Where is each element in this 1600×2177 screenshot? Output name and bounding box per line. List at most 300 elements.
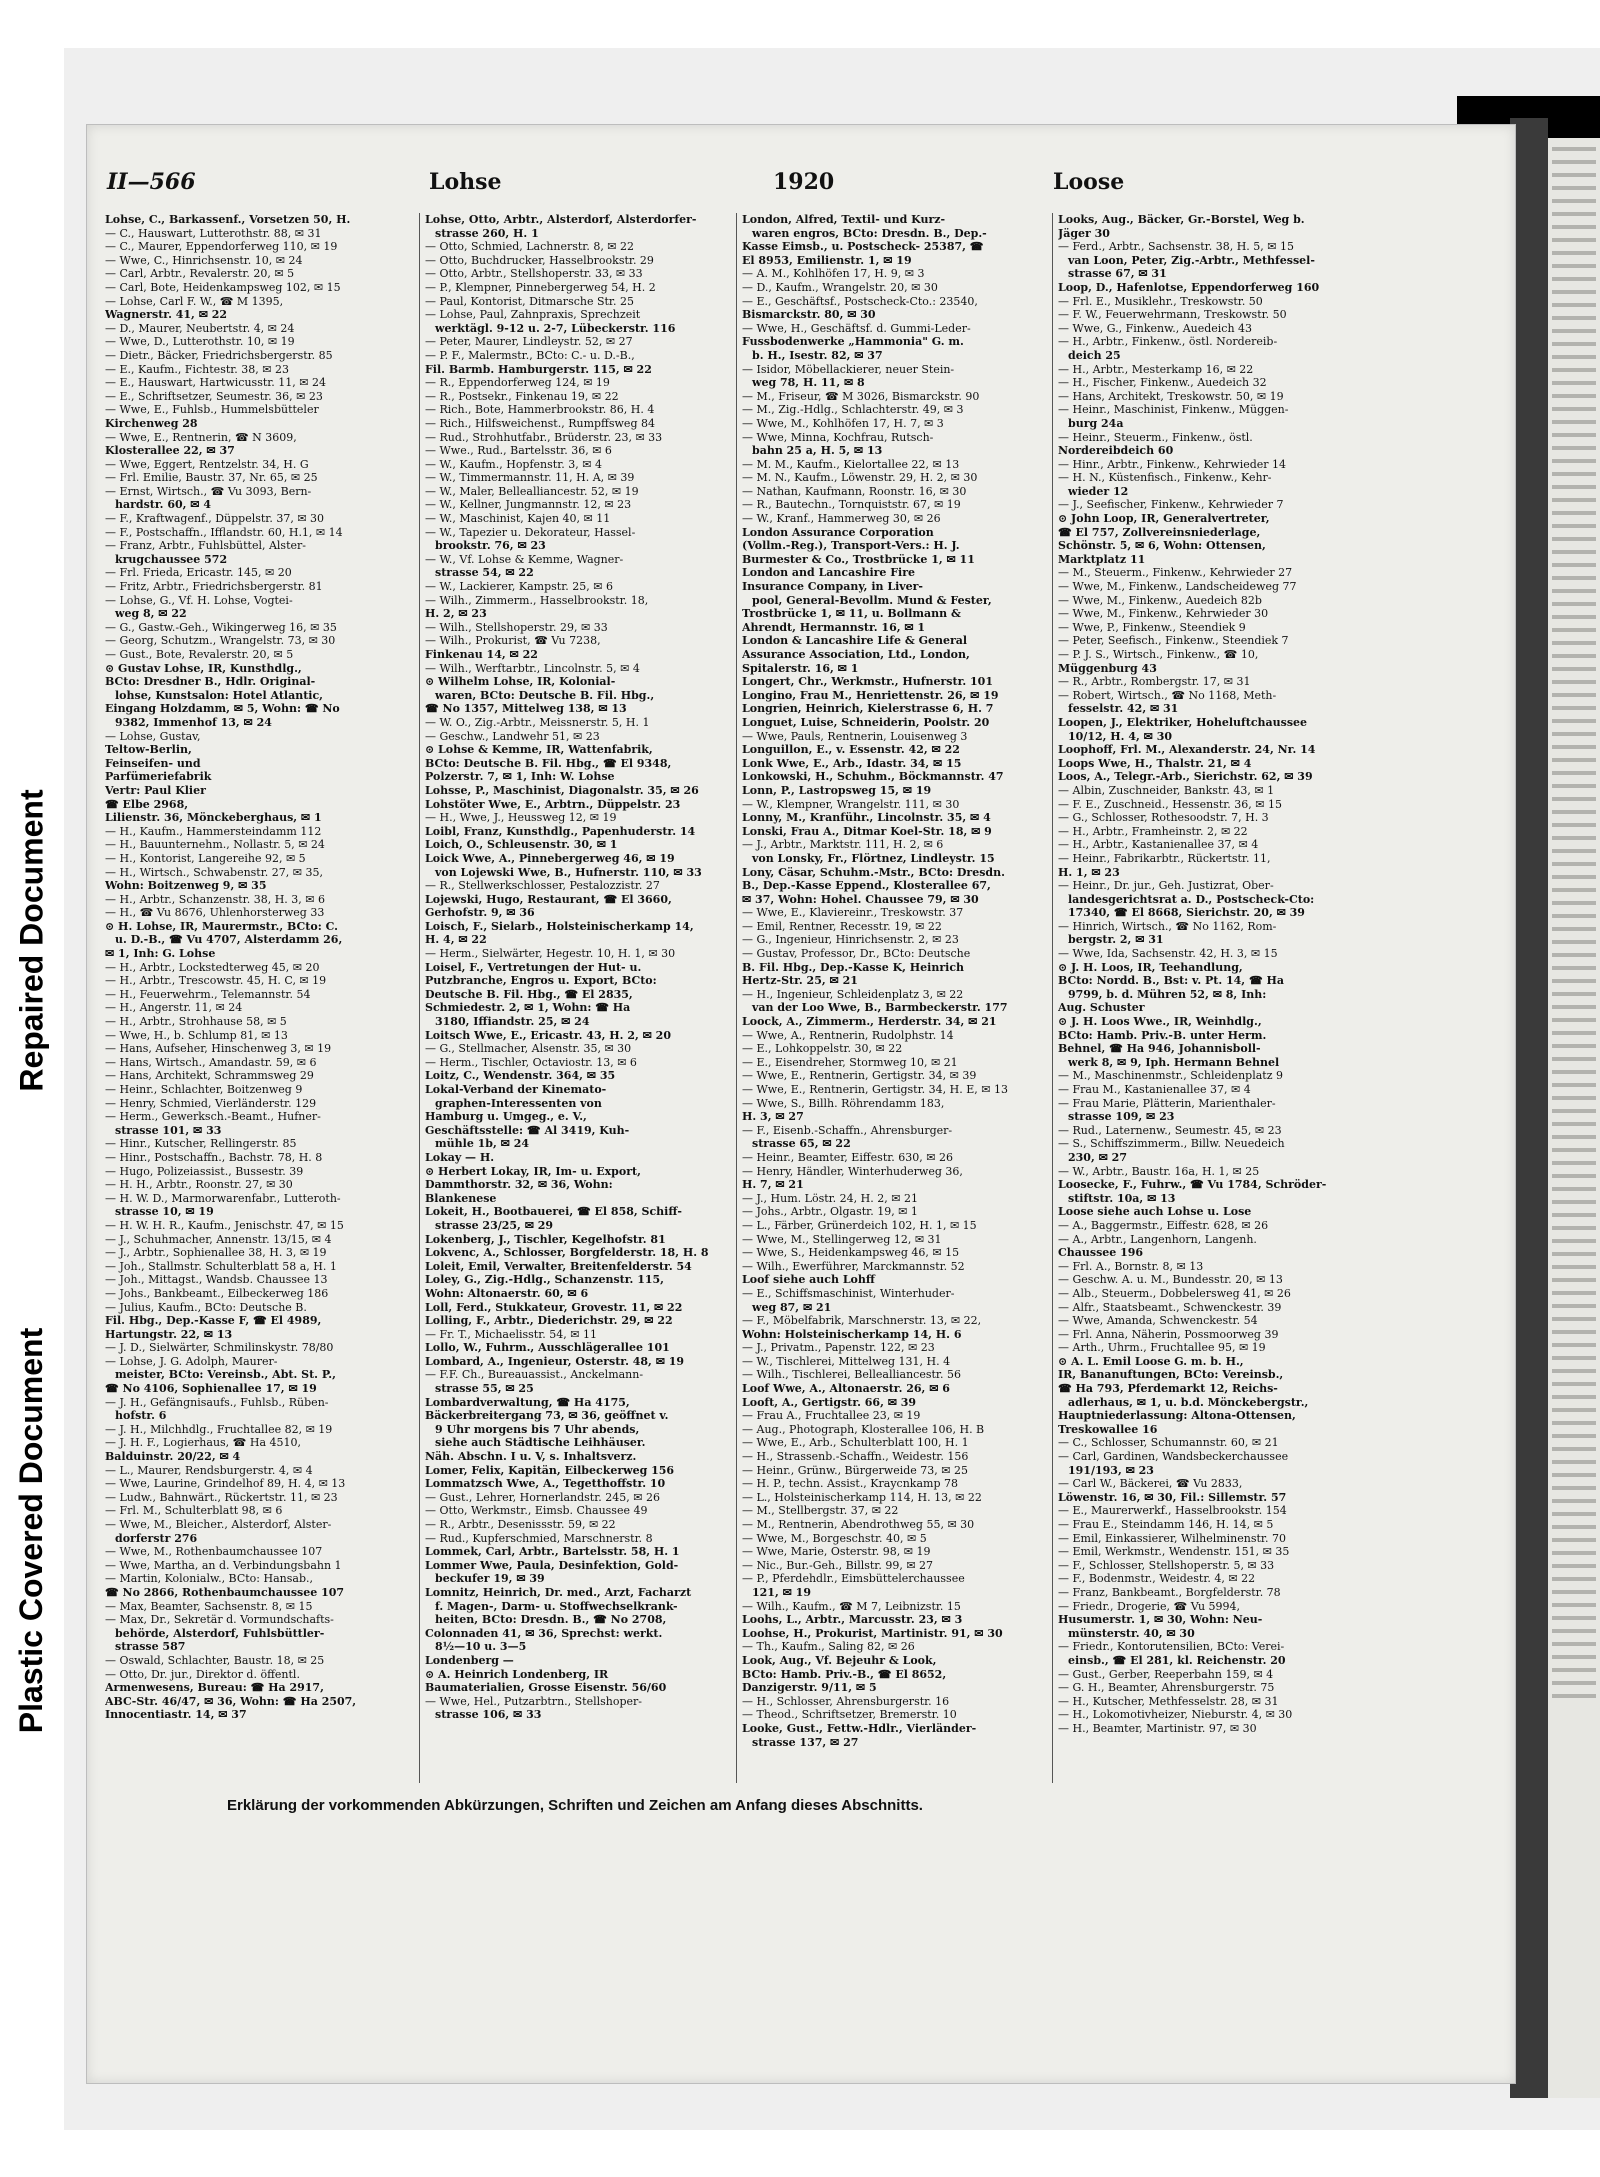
fragment-text-line (1552, 1161, 1596, 1165)
fragment-text-line (1552, 667, 1596, 671)
directory-entry: Putzbranche, Engros u. Export, BCto: (425, 974, 657, 988)
directory-entry: — Wwe, Pauls, Rentnerin, Louisenweg 3 (742, 729, 968, 743)
directory-entry: — Herm., Sielwärter, Hegestr. 10, H. 1, ✉ 30 (425, 947, 676, 961)
directory-entry: — Gust., Gerber, Reeperbahn 159, ✉ 4 (1058, 1667, 1274, 1681)
fragment-text-line (1552, 875, 1596, 879)
fragment-text-line (1552, 1031, 1596, 1035)
directory-entry: — Wwe, Marie, Osterstr. 98, ✉ 19 (742, 1545, 931, 1559)
directory-entry: Innocentiastr. 14, ✉ 37 (105, 1708, 247, 1722)
directory-entry: ⊙ J. H. Loos, IR, Teehandlung, (1058, 960, 1243, 974)
directory-entry: — Th., Kaufm., Saling 82, ✉ 26 (742, 1640, 915, 1654)
directory-entry: — G. H., Beamter, Ahrensburgerstr. 75 (1058, 1681, 1275, 1695)
directory-entry: Klosterallee 22, ✉ 37 (105, 444, 235, 458)
directory-entry: — H., Ingenieur, Schleidenplatz 3, ✉ 22 (742, 987, 964, 1001)
directory-entry: weg 78, H. 11, ✉ 8 (752, 376, 865, 390)
fragment-text-line (1552, 1408, 1596, 1412)
directory-entry: — Frau E., Steindamm 146, H. 14, ✉ 5 (1058, 1518, 1274, 1531)
directory-entry: Danzigerstr. 9/11, ✉ 5 (742, 1681, 877, 1695)
fragment-text-line (1552, 407, 1596, 411)
directory-entry: — Lohse, Gustav, (105, 729, 201, 743)
fragment-text-line (1552, 602, 1596, 606)
column-divider (419, 213, 420, 1783)
directory-entry: Longuet, Luise, Schneiderin, Poolstr. 20 (742, 715, 990, 729)
directory-entry: Loohs, L., Arbtr., Marcusstr. 23, ✉ 3 (742, 1613, 963, 1627)
directory-entry: — Emil, Einkassierer, Wilhelminenstr. 70 (1058, 1531, 1286, 1545)
directory-entry: — E., Maurerwerkf., Hasselbrookstr. 154 (1058, 1504, 1287, 1518)
fragment-text-line (1552, 238, 1596, 242)
directory-entry: — Wwe, P., Finkenw., Steendiek 9 (1058, 620, 1246, 634)
fragment-text-line (1552, 1434, 1596, 1438)
directory-entry: — Arth., Uhrm., Fruchtallee 95, ✉ 19 (1058, 1341, 1266, 1355)
directory-entry: H. 7, ✉ 21 (742, 1178, 804, 1192)
directory-entry: — Georg, Schutzm., Wrangelstr. 73, ✉ 30 (105, 634, 336, 648)
directory-entry: weg 87, ✉ 21 (752, 1300, 832, 1314)
directory-entry: — Albin, Zuschneider, Bankstr. 43, ✉ 1 (1058, 783, 1275, 797)
directory-entry: van Loon, Peter, Zig.-Arbtr., Methfessel- (1068, 253, 1315, 267)
directory-entry: meister, BCto: Vereinsb., Abt. St. P., (115, 1368, 336, 1382)
directory-entry: Loick Wwe, A., Pinnebergerweg 46, ✉ 19 (425, 851, 675, 865)
directory-entry: ✉ 1, Inh: G. Lohse (105, 947, 216, 961)
fragment-text-line (1552, 576, 1596, 580)
directory-entry: — E., Kaufm., Fichtestr. 38, ✉ 23 (105, 362, 290, 376)
fragment-text-line (1552, 1681, 1596, 1685)
directory-entry: — Frl. Emilie, Baustr. 37, Nr. 65, ✉ 25 (105, 471, 318, 485)
directory-entry: — J. H., Gefängnisaufs., Fuhlsb., Rüben- (105, 1395, 329, 1409)
directory-entry: — Wwe, E., Arb., Schulterblatt 100, H. 1 (742, 1436, 969, 1450)
directory-entry: graphen-Interessenten von (435, 1096, 602, 1110)
fragment-text-line (1552, 615, 1596, 619)
directory-entry: — A., Baggermstr., Eiffestr. 628, ✉ 26 (1058, 1218, 1269, 1232)
directory-entry: — Geschw. A. u. M., Bundesstr. 20, ✉ 13 (1058, 1273, 1283, 1287)
fragment-text-line (1552, 1174, 1596, 1178)
directory-entry: — Rich., Bote, Hammerbrookstr. 86, H. 4 (425, 403, 655, 417)
fragment-text-line (1552, 1213, 1596, 1217)
directory-entry: fesselstr. 42, ✉ 31 (1068, 702, 1179, 716)
directory-entry: — Peter, Maurer, Lindleystr. 52, ✉ 27 (425, 335, 633, 349)
fragment-text-line (1552, 1278, 1596, 1282)
directory-entry: Lomer, Felix, Kapitän, Eilbeckerweg 156 (425, 1463, 675, 1477)
directory-entry: — Frl. M., Schulterblatt 98, ✉ 6 (105, 1504, 283, 1518)
directory-entry: Parfümeriefabrik (105, 770, 212, 784)
directory-entry: 9799, b. d. Mühren 52, ✉ 8, Inh: (1068, 987, 1267, 1001)
directory-entry: Jäger 30 (1058, 226, 1110, 240)
directory-page (86, 124, 1516, 2084)
directory-entry: Wagnerstr. 41, ✉ 22 (105, 308, 228, 322)
directory-entry: strasse 65, ✉ 22 (752, 1137, 851, 1151)
fragment-text-line (1552, 1421, 1596, 1425)
fragment-text-line (1552, 888, 1596, 892)
directory-entry: Schönstr. 5, ✉ 6, Wohn: Ottensen, (1058, 539, 1266, 553)
directory-entry: — E., Eisendreher, Stormweg 10, ✉ 21 (742, 1055, 958, 1069)
directory-entry: — Lohse, Carl F. W., ☎ M 1395, (105, 294, 284, 308)
directory-entry: Eingang Holzdamm, ✉ 5, Wohn: ☎ No (105, 702, 340, 716)
fragment-text-line (1552, 1447, 1596, 1451)
fragment-text-line (1552, 693, 1596, 697)
directory-entry: Gerhofstr. 9, ✉ 36 (425, 906, 535, 920)
fragment-text-line (1552, 836, 1596, 840)
directory-entry: bergstr. 2, ✉ 31 (1068, 933, 1164, 947)
directory-entry: — H., Fischer, Finkenw., Auedeich 32 (1058, 376, 1267, 390)
directory-entry: — F., Möbelfabrik, Marschnerstr. 13, ✉ 22, (742, 1314, 982, 1328)
fragment-text-line (1552, 1525, 1596, 1529)
directory-entry: strasse 109, ✉ 23 (1068, 1110, 1175, 1124)
directory-entry: strasse 23/25, ✉ 29 (435, 1218, 554, 1232)
directory-entry: Bäckerbreitergang 73, ✉ 36, geöffnet v. (425, 1409, 669, 1423)
directory-entry: — L., Färber, Grünerdeich 102, H. 1, ✉ 15 (742, 1218, 977, 1232)
directory-entry: u. D.-B., ☎ Vu 4707, Alsterdamm 26, (115, 933, 343, 947)
directory-entry: BCto: Hamb. Priv.-B. unter Herm. (1058, 1028, 1267, 1042)
directory-entry: — Wwe, S., Heidenkampsweg 46, ✉ 15 (742, 1246, 960, 1260)
directory-entry: — Joh., Mittagst., Wandsb. Chaussee 13 (105, 1273, 328, 1287)
directory-entry: — Carl, Bote, Heidenkampsweg 102, ✉ 15 (105, 280, 341, 294)
directory-entry: — J., Seefischer, Finkenw., Kehrwieder 7 (1058, 498, 1284, 512)
directory-entry: — M., Rentnerin, Abendrothweg 55, ✉ 30 (742, 1518, 975, 1531)
directory-entry: — Nathan, Kaufmann, Roonstr. 16, ✉ 30 (742, 484, 967, 498)
directory-entry: — Frau M., Kastanienallee 37, ✉ 4 (1058, 1083, 1251, 1096)
fragment-text-line (1552, 1096, 1596, 1100)
directory-entry: — W., Timmermannstr. 11, H. A, ✉ 39 (425, 471, 635, 485)
directory-entry: mühle 1b, ✉ 24 (435, 1137, 529, 1151)
directory-entry: ☎ No 2866, Rothenbaumchaussee 107 (105, 1585, 345, 1599)
side-label-repaired (6, 680, 58, 1200)
directory-entry: — D., Kaufm., Wrangelstr. 20, ✉ 30 (742, 280, 938, 294)
directory-entry: — H. P., techn. Assist., Kraycnkamp 78 (742, 1477, 958, 1491)
fragment-text-line (1552, 1616, 1596, 1620)
directory-entry: — Wwe, H., Geschäftsf. d. Gummi-Leder- (742, 321, 971, 335)
directory-entry: — Wwe, E., Klaviereinr., Treskowstr. 37 (742, 906, 964, 920)
directory-entry: — H., Angerstr. 11, ✉ 24 (105, 1001, 243, 1015)
directory-entry: Feinseifen- und (105, 756, 201, 770)
fragment-text-line (1552, 1018, 1596, 1022)
directory-entry: — P. F., Malermstr., BCto: C.- u. D.-B., (425, 348, 635, 362)
fragment-text-line (1552, 368, 1596, 372)
directory-entry: — W., Arbtr., Baustr. 16a, H. 1, ✉ 25 (1058, 1164, 1260, 1178)
fragment-text-line (1552, 589, 1596, 593)
fragment-text-line (1552, 381, 1596, 385)
directory-entry: Look, Aug., Vf. Bejeuhr & Look, (742, 1653, 937, 1667)
directory-entry: — Paul, Kontorist, Ditmarsche Str. 25 (425, 294, 634, 308)
directory-entry: ⊙ Wilhelm Lohse, IR, Kolonial- (425, 675, 616, 689)
directory-entry: — M. N., Kaufm., Löwenstr. 29, H. 2, ✉ 30 (742, 471, 978, 485)
fragment-text-line (1552, 1694, 1596, 1698)
directory-entry: — R., Stellwerkschlosser, Pestalozzistr. 27 (425, 879, 660, 893)
directory-entry: — A. M., Kohlhöfen 17, H. 9, ✉ 3 (742, 267, 925, 281)
directory-entry: — H. N., Küstenfisch., Finkenw., Kehr- (1058, 471, 1272, 485)
directory-entry: — Lohse, G., Vf. H. Lohse, Vogtei- (105, 593, 293, 607)
fragment-text-line (1552, 784, 1596, 788)
fragment-text-line (1552, 1629, 1596, 1633)
directory-entry: — H., Arbtr., Finkenw., östl. Nordereib- (1058, 335, 1278, 349)
directory-entry: — Lohse, J. G. Adolph, Maurer- (105, 1354, 278, 1368)
directory-entry: — Otto, Werkmstr., Eimsb. Chaussee 49 (425, 1504, 648, 1518)
fragment-text-line (1552, 1291, 1596, 1295)
directory-entry: Lonny, M., Kranführ., Lincolnstr. 35, ✉ 4 (742, 811, 991, 825)
fragment-text-line (1552, 1317, 1596, 1321)
directory-entry: strasse 101, ✉ 33 (115, 1123, 222, 1137)
directory-entry: strasse 260, H. 1 (435, 226, 539, 240)
fragment-text-line (1552, 1304, 1596, 1308)
directory-entry: Colonnaden 41, ✉ 36, Sprechst: werkt. (425, 1626, 663, 1640)
column-3 (742, 213, 1056, 1783)
directory-entry: Lojewski, Hugo, Restaurant, ☎ El 3660, (425, 892, 672, 906)
fragment-text-line (1552, 498, 1596, 502)
scanned-image (64, 48, 1600, 2130)
directory-entry: — Wwe, M., Bleicher., Alsterdorf, Alster- (105, 1518, 332, 1531)
directory-entry: — Otto, Dr. jur., Direktor d. öffentl. (105, 1667, 300, 1681)
directory-entry: — F., Bodenmstr., Weidestr. 4, ✉ 22 (1058, 1572, 1256, 1586)
directory-entry: — H., Kaufm., Hammersteindamm 112 (105, 824, 322, 838)
directory-entry: — R., Arbtr., Rombergstr. 17, ✉ 31 (1058, 675, 1251, 689)
directory-entry: Nordereibdeich 60 (1058, 444, 1174, 458)
directory-entry: — H., Schlosser, Ahrensburgerstr. 16 (742, 1694, 950, 1708)
directory-entry: Balduinstr. 20/22, ✉ 4 (105, 1450, 241, 1464)
header-last-word: Loose (1053, 169, 1125, 195)
fragment-text-line (1552, 212, 1596, 216)
directory-entry: — Wwe, Ida, Sachsenstr. 42, H. 3, ✉ 15 (1058, 947, 1278, 961)
directory-entry: — Friedr., Drogerie, ☎ Vu 5994, (1058, 1599, 1241, 1613)
directory-entry: beckufer 19, ✉ 39 (435, 1572, 545, 1586)
directory-entry: Wohn: Altonaerstr. 60, ✉ 6 (425, 1286, 589, 1300)
fragment-text-line (1552, 199, 1596, 203)
directory-entry: — Wilh., Werftarbtr., Lincolnstr. 5, ✉ 4 (425, 661, 640, 675)
directory-entry: Looft, A., Gertigstr. 66, ✉ 39 (742, 1395, 917, 1409)
directory-entry: — Geschw., Landwehr 51, ✉ 23 (425, 729, 600, 743)
directory-entry: — F., Eisenb.-Schaffn., Ahrensburger- (742, 1123, 953, 1137)
directory-entry: — W., Tapezier u. Dekorateur, Hassel- (425, 525, 636, 539)
directory-entry: — Isidor, Möbellackierer, neuer Stein- (742, 362, 955, 376)
directory-entry: adlerhaus, ✉ 1, u. b.d. Mönckebergstr., (1068, 1395, 1309, 1409)
directory-entry: — M., Stellbergstr. 37, ✉ 22 (742, 1504, 899, 1518)
fragment-text-line (1552, 225, 1596, 229)
fragment-text-line (1552, 1382, 1596, 1386)
directory-entry: pool, General-Bevollm. Mund & Fester, (752, 593, 992, 607)
directory-entry: — Wwe, C., Hinrichsenstr. 10, ✉ 24 (105, 253, 303, 267)
fragment-text-line (1552, 290, 1596, 294)
directory-entry: Hamburg u. Umgeg., e. V., (425, 1110, 587, 1124)
directory-entry: Lokvenc, A., Schlosser, Borgfelderstr. 18, H. 8 (425, 1246, 709, 1260)
directory-entry: — H., Wwe, J., Heussweg 12, ✉ 19 (425, 811, 617, 825)
directory-entry: — Henry, Schmied, Vierländerstr. 129 (105, 1096, 317, 1110)
fragment-text-line (1552, 1551, 1596, 1555)
directory-entry: ⊙ Gustav Lohse, IR, Kunsthdlg., (105, 661, 302, 675)
directory-entry: B., Dep.-Kasse Eppend., Klosterallee 67, (742, 879, 991, 893)
directory-entry: — Fr. T., Michaelisstr. 54, ✉ 11 (425, 1327, 597, 1341)
fragment-text-line (1552, 1512, 1596, 1516)
column-divider (1052, 213, 1053, 1783)
directory-entry: Näh. Abschn. I u. V, s. Inhaltsverz. (425, 1450, 637, 1464)
directory-entry: — Theod., Schriftsetzer, Bremerstr. 10 (742, 1708, 957, 1722)
directory-entry: — W., Lackierer, Kampstr. 25, ✉ 6 (425, 580, 613, 594)
directory-entry: — Heinr., Fabrikarbtr., Rückertstr. 11, (1058, 851, 1271, 865)
directory-entry: — J., Hum. Löstr. 24, H. 2, ✉ 21 (742, 1191, 918, 1205)
page-header (107, 169, 1167, 199)
directory-entry: Behnel, ☎ Ha 946, Johannisboll- (1058, 1042, 1261, 1056)
directory-entry: — Henry, Händler, Winterhuderweg 36, (742, 1164, 963, 1178)
directory-entry: Bismarckstr. 80, ✉ 30 (742, 308, 876, 322)
fragment-text-line (1552, 862, 1596, 866)
directory-entry: — Hinr., Postschaffn., Bachstr. 78, H. 8 (105, 1150, 323, 1164)
fragment-text-line (1552, 524, 1596, 528)
directory-entry: — Johs., Arbtr., Olgastr. 19, ✉ 1 (742, 1205, 918, 1219)
directory-entry: Schmiedestr. 2, ✉ 1, Wohn: ☎ Ha (425, 1001, 631, 1015)
directory-entry: Armenwesens, Bureau: ☎ Ha 2917, (105, 1681, 324, 1695)
fragment-text-line (1552, 251, 1596, 255)
directory-entry: — E., Geschäftsf., Postscheck-Cto.: 23540, (742, 294, 978, 308)
directory-entry: — M. M., Kaufm., Kielortallee 22, ✉ 13 (742, 457, 960, 471)
directory-entry: — Wilh., Tischlerei, Bellealliancestr. 56 (742, 1368, 961, 1382)
directory-entry: Deutsche B. Fil. Hbg., ☎ El 2835, (425, 987, 633, 1001)
fragment-text-line (1552, 1369, 1596, 1373)
directory-entry: London, Alfred, Textil- und Kurz- (742, 213, 946, 226)
directory-entry: ☎ No 4106, Sophienallee 17, ✉ 19 (105, 1382, 317, 1396)
fragment-text-line (1552, 433, 1596, 437)
directory-entry: BCto: Dresdner B., Hdlr. Original- (105, 675, 316, 689)
directory-entry: Lonk Wwe, E., Arb., Idastr. 34, ✉ 15 (742, 756, 962, 770)
directory-entry: deich 25 (1068, 348, 1121, 362)
fragment-text-line (1552, 173, 1596, 177)
directory-entry: — Frl. E., Musiklehr., Treskowstr. 50 (1058, 294, 1263, 308)
directory-entry: — Carl, Arbtr., Revalerstr. 20, ✉ 5 (105, 267, 295, 281)
directory-entry: Loop, D., Hafenlotse, Eppendorferweg 160 (1058, 280, 1320, 294)
directory-entry: — H., Arbtr., Schanzenstr. 38, H. 3, ✉ 6 (105, 892, 325, 906)
directory-entry: — Gust., Bote, Revalerstr. 20, ✉ 5 (105, 648, 294, 661)
fragment-text-line (1552, 446, 1596, 450)
directory-entry: Loohse, H., Prokurist, Martinistr. 91, ✉ 30 (742, 1626, 1003, 1640)
fragment-text-line (1552, 472, 1596, 476)
directory-entry: — Ernst, Wirtsch., ☎ Vu 3093, Bern- (105, 484, 312, 498)
directory-entry: Lohse, Otto, Arbtr., Alsterdorf, Alsterdorfer- (425, 213, 697, 226)
fragment-text-line (1552, 641, 1596, 645)
directory-entry: — W., Maschinist, Kajen 40, ✉ 11 (425, 512, 611, 526)
fragment-text-line (1552, 745, 1596, 749)
directory-entry: 9382, Immenhof 13, ✉ 24 (115, 715, 272, 729)
directory-entry: — H., Feuerwehrm., Telemannstr. 54 (105, 987, 311, 1001)
directory-entry: Hartungstr. 22, ✉ 13 (105, 1327, 233, 1341)
directory-entry: Loof Wwe, A., Altonaerstr. 26, ✉ 6 (742, 1382, 950, 1396)
directory-entry: — F., Postschaffn., Ifflandstr. 60, H.1, ✉ 14 (105, 525, 343, 539)
directory-entry: Looks, Aug., Bäcker, Gr.-Borstel, Weg b. (1058, 213, 1305, 226)
directory-entry: — J. D., Sielwärter, Schmilinskystr. 78/80 (105, 1341, 334, 1355)
directory-entry: münsterstr. 40, ✉ 30 (1068, 1626, 1195, 1640)
directory-entry: — H., Bauunternehm., Nollastr. 5, ✉ 24 (105, 838, 325, 852)
directory-entry: — P., Pferdehdlr., Eimsbüttelerchaussee (742, 1572, 965, 1586)
directory-entry: ☎ El 757, Zollvereinsniederlage, (1058, 525, 1261, 539)
directory-entry: Ahrendt, Hermannstr. 16, ✉ 1 (742, 620, 926, 634)
directory-entry: — Wwe, M., Finkenw., Landscheideweg 77 (1058, 580, 1297, 594)
directory-entry: Hauptniederlassung: Altona-Ottensen, (1058, 1409, 1296, 1423)
directory-entry: von Lojewski Wwe, B., Hufnerstr. 110, ✉ 33 (435, 865, 702, 879)
column-1 (105, 213, 419, 1783)
directory-entry: ☎ No 1357, Mittelweg 138, ✉ 13 (425, 702, 627, 716)
directory-entry: — Wwe, Minna, Kochfrau, Rutsch- (742, 430, 934, 444)
directory-entry: Looke, Gust., Fettw.-Hdlr., Vierländer- (742, 1721, 977, 1735)
directory-entry: Assurance Association, Ltd., London, (742, 648, 970, 661)
directory-entry: — M., Steuerm., Finkenw., Kehrwieder 27 (1058, 566, 1293, 580)
directory-entry: — G., Schlosser, Rothesoodstr. 7, H. 3 (1058, 811, 1269, 825)
directory-entry: — F. W., Feuerwehrmann, Treskowstr. 50 (1058, 308, 1287, 322)
directory-entry: Baumaterialien, Grosse Eisenstr. 56/60 (425, 1681, 667, 1695)
directory-entry: ✉ 37, Wohn: Hohel. Chaussee 79, ✉ 30 (742, 892, 979, 906)
directory-entry: — Heinr., Beamter, Eiffestr. 630, ✉ 26 (742, 1150, 953, 1164)
directory-entry: — Wwe, M., Borgeschstr. 40, ✉ 5 (742, 1531, 927, 1545)
directory-entry: — Rud., Laternenw., Seumestr. 45, ✉ 23 (1058, 1123, 1282, 1137)
fragment-text-line (1552, 316, 1596, 320)
directory-entry: — Peter, Seefisch., Finkenw., Steendiek 7 (1058, 634, 1289, 648)
directory-entry: wieder 12 (1068, 484, 1129, 498)
directory-entry: — W. O., Zig.-Arbtr., Meissnerstr. 5, H. 1 (425, 715, 650, 729)
directory-entry: Burmester & Co., Trostbrücke 1, ✉ 11 (742, 552, 975, 566)
fragment-text-line (1552, 355, 1596, 359)
directory-entry: brookstr. 76, ✉ 23 (435, 539, 546, 553)
directory-entry: — F., Kraftwagenf., Düppelstr. 37, ✉ 30 (105, 512, 325, 526)
directory-entry: — J. H. F., Logierhaus, ☎ Ha 4510, (105, 1436, 301, 1450)
directory-entry: — Carl W., Bäckerei, ☎ Vu 2833, (1058, 1477, 1243, 1491)
directory-entry: ⊙ A. L. Emil Loose G. m. b. H., (1058, 1354, 1244, 1368)
directory-entry: 8½—10 u. 3—5 (435, 1640, 527, 1654)
fragment-text-line (1552, 732, 1596, 736)
directory-entry: lohse, Kunstsalon: Hotel Atlantic, (115, 688, 324, 702)
directory-entry: Lommer Wwe, Paula, Desinfektion, Gold- (425, 1558, 679, 1572)
directory-entry: landesgerichtsrat a. D., Postscheck-Cto: (1068, 892, 1315, 906)
fragment-text-line (1552, 1330, 1596, 1334)
directory-entry: Fil. Hbg., Dep.-Kasse F, ☎ El 4989, (105, 1314, 322, 1328)
directory-entry: — Friedr., Kontorutensilien, BCto: Verei- (1058, 1640, 1285, 1654)
directory-entry: Lonkowski, H., Schuhm., Böckmannstr. 47 (742, 770, 1004, 784)
fragment-text-line (1552, 628, 1596, 632)
directory-entry: — Otto, Buchdrucker, Hasselbrookstr. 29 (425, 253, 654, 267)
directory-entry: — Wwe, Hel., Putzarbtrn., Stellshoper- (425, 1694, 643, 1708)
directory-entry: bahn 25 a, H. 5, ✉ 13 (752, 444, 883, 458)
fragment-text-line (1552, 680, 1596, 684)
fragment-text-line (1552, 1044, 1596, 1048)
directory-entry: — Fritz, Arbtr., Friedrichsbergerstr. 81 (105, 580, 323, 594)
fragment-text-line (1552, 160, 1596, 164)
directory-entry: Husumerstr. 1, ✉ 30, Wohn: Neu- (1058, 1613, 1263, 1627)
directory-entry: Lonn, P., Lastropsweg 15, ✉ 19 (742, 783, 932, 797)
directory-entry: — R., Arbtr., Desenissstr. 59, ✉ 22 (425, 1518, 616, 1531)
directory-entry: — J., Schuhmacher, Annenstr. 13/15, ✉ 4 (105, 1232, 332, 1246)
fragment-text-line (1552, 1252, 1596, 1256)
directory-entry: strasse 106, ✉ 33 (435, 1708, 542, 1722)
directory-entry: Lokenberg, J., Tischler, Kegelhofstr. 81 (425, 1232, 666, 1246)
directory-entry: hofstr. 6 (115, 1409, 167, 1423)
directory-entry: — L., Maurer, Rendsburgerstr. 4, ✉ 4 (105, 1463, 313, 1477)
fragment-text-line (1552, 940, 1596, 944)
directory-entry: Lohsse, P., Maschinist, Diagonalstr. 35, ✉ 26 (425, 783, 699, 797)
directory-entry: B. Fil. Hbg., Dep.-Kasse K, Heinrich (742, 960, 965, 974)
adjacent-page-fragment (1548, 138, 1600, 2098)
directory-entry: IR, Bananuftungen, BCto: Vereinsb., (1058, 1368, 1284, 1382)
fragment-text-line (1552, 147, 1596, 151)
directory-entry: — Wwe, M., Finkenw., Kehrwieder 30 (1058, 607, 1269, 621)
fragment-text-line (1552, 1460, 1596, 1464)
fragment-text-line (1552, 1655, 1596, 1659)
directory-entry: — D., Maurer, Neubertstr. 4, ✉ 24 (105, 321, 295, 335)
directory-entry: Lonski, Frau A., Ditmar Koel-Str. 18, ✉ 9 (742, 824, 992, 838)
directory-entry: — Aug., Photograph, Klosterallee 106, H. B (742, 1422, 985, 1436)
directory-entry: — Gust., Lehrer, Hornerlandstr. 245, ✉ 26 (425, 1490, 660, 1504)
fragment-text-line (1552, 550, 1596, 554)
directory-entry: — Hinrich, Wirtsch., ☎ No 1162, Rom- (1058, 919, 1277, 933)
directory-entry: Kirchenweg 28 (105, 416, 198, 430)
plastic-covered-label: Plastic Covered Document (13, 1327, 50, 1733)
directory-entry: Marktplatz 11 (1058, 552, 1146, 566)
directory-entry: H. 3, ✉ 27 (742, 1110, 804, 1124)
directory-entry: Loibl, Franz, Kunsthdlg., Papenhuderstr. 14 (425, 824, 696, 838)
page-number: II—566 (107, 169, 196, 195)
directory-entry: — W., Kellner, Jungmannstr. 12, ✉ 23 (425, 498, 632, 512)
fragment-text-line (1552, 810, 1596, 814)
